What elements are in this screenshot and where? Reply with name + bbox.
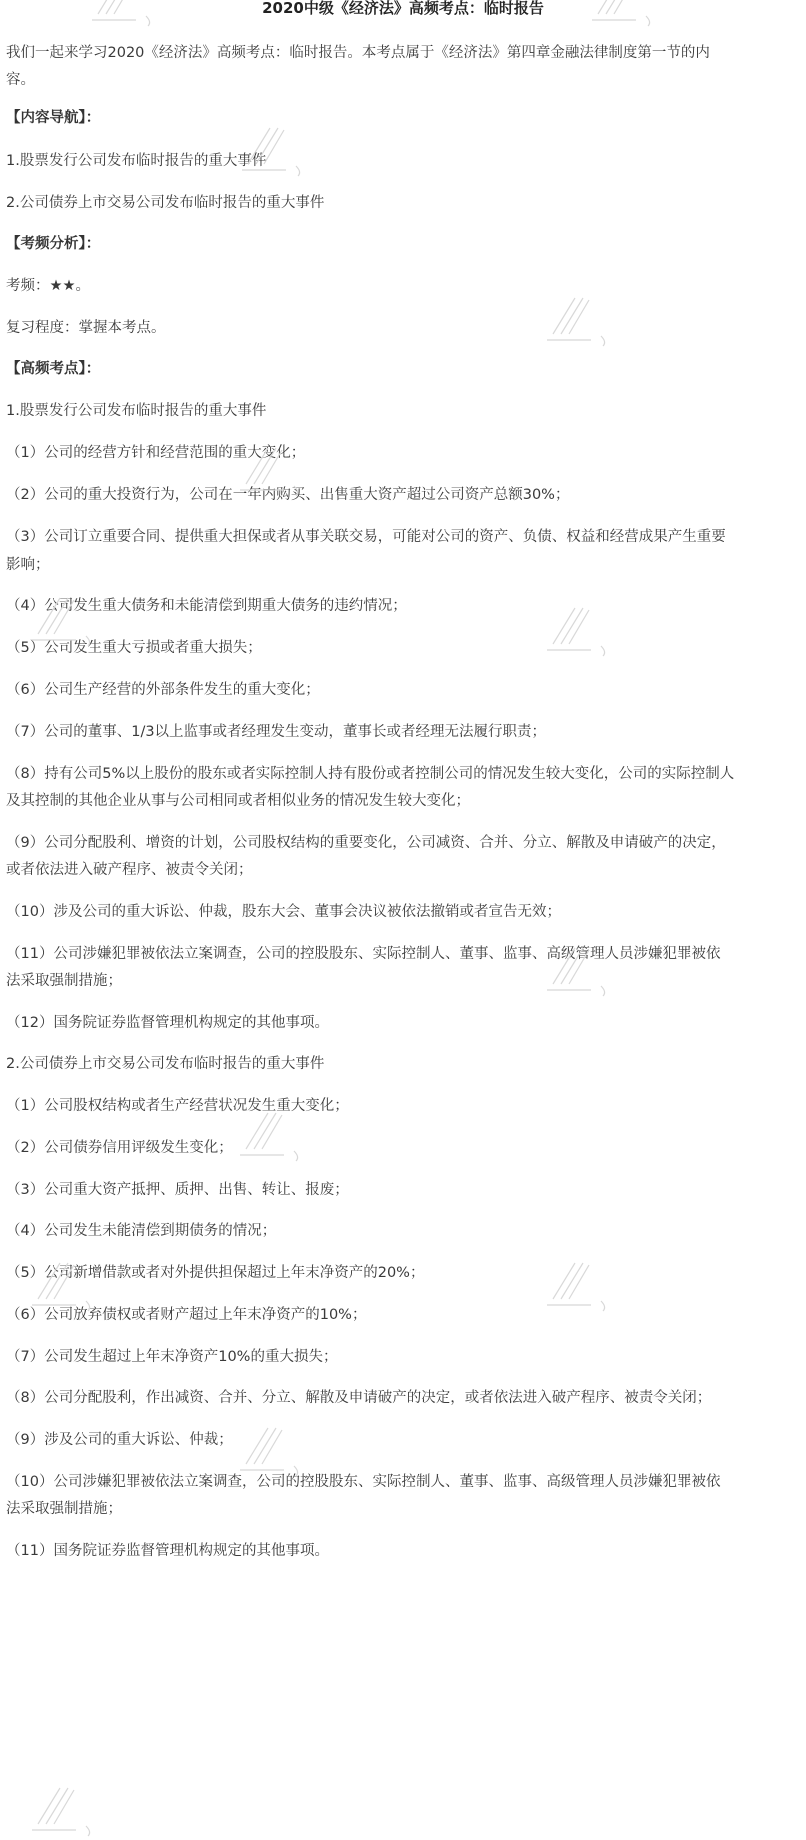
body-text-line: （12）国务院证券监督管理机构规定的其他事项。 (6, 1015, 329, 1031)
body-text-line: 或者依法进入破产程序、被责令关闭； (6, 862, 253, 878)
article-title: 2020中级《经济法》高频考点：临时报告 (262, 0, 544, 17)
body-text-line: 容。 (6, 72, 35, 88)
body-text-line: （5）公司发生重大亏损或者重大损失； (6, 640, 262, 656)
body-text-line: 我们一起来学习2020《经济法》高频考点：临时报告。本考点属于《经济法》第四章金融法律制度第一节的内 (6, 45, 710, 61)
body-text-line: （9）涉及公司的重大诉讼、仲裁； (6, 1432, 233, 1448)
body-text-line: （1）公司的经营方针和经营范围的重大变化； (6, 445, 306, 461)
body-text-line: （7）公司的董事、1/3以上监事或者经理发生变动，董事长或者经理无法履行职责； (6, 724, 547, 740)
section-heading: 【内容导航】： (6, 110, 101, 126)
body-text-line: （10）涉及公司的重大诉讼、仲裁，股东大会、董事会决议被依法撤销或者宣告无效； (6, 904, 561, 920)
section-heading: 【高频考点】： (6, 361, 101, 377)
body-text-line: （1）公司股权结构或者生产经营状况发生重大变化； (6, 1098, 349, 1114)
body-text-line: 法采取强制措施； (6, 973, 122, 989)
body-text-line: （4）公司发生未能清偿到期债务的情况； (6, 1223, 277, 1239)
body-text-line: （10）公司涉嫌犯罪被依法立案调查，公司的控股股东、实际控制人、董事、监事、高级管理人员涉嫌犯罪被依 (6, 1474, 721, 1490)
body-text-line: 复习程度：掌握本考点。 (6, 320, 166, 336)
body-text-line: 考频：★★。 (6, 278, 90, 294)
body-text-line: （6）公司生产经营的外部条件发生的重大变化； (6, 682, 320, 698)
body-text-line: 法采取强制措施； (6, 1501, 122, 1517)
watermark-icon (30, 1780, 100, 1840)
body-text-line: （8）公司分配股利，作出减资、合并、分立、解散及申请破产的决定，或者依法进入破产程序、被责令关闭； (6, 1390, 712, 1406)
body-text-line: （5）公司新增借款或者对外提供担保超过上年末净资产的20%； (6, 1265, 425, 1281)
body-text-line: （7）公司发生超过上年末净资产10%的重大损失； (6, 1349, 338, 1365)
body-text-line: （2）公司的重大投资行为，公司在一年内购买、出售重大资产超过公司资产总额30%； (6, 487, 570, 503)
body-text-line: （4）公司发生重大债务和未能清偿到期重大债务的违约情况； (6, 598, 407, 614)
body-text-line: （11）国务院证券监督管理机构规定的其他事项。 (6, 1543, 329, 1559)
body-text-line: 2.公司债券上市交易公司发布临时报告的重大事件 (6, 195, 325, 211)
body-text-line: 影响； (6, 557, 50, 573)
body-text-line: （3）公司订立重要合同、提供重大担保或者从事关联交易，可能对公司的资产、负债、权益和经营成果产生重要 (6, 529, 726, 545)
body-text-line: 1.股票发行公司发布临时报告的重大事件 (6, 403, 267, 419)
body-text-line: 1.股票发行公司发布临时报告的重大事件 (6, 153, 267, 169)
body-text-line: （2）公司债券信用评级发生变化； (6, 1140, 233, 1156)
section-heading: 【考频分析】： (6, 236, 101, 252)
body-text-line: （6）公司放弃债权或者财产超过上年末净资产的10%； (6, 1307, 367, 1323)
body-text-line: 及其控制的其他企业从事与公司相同或者相似业务的情况发生较大变化； (6, 793, 470, 809)
body-text-line: （11）公司涉嫌犯罪被依法立案调查，公司的控股股东、实际控制人、董事、监事、高级管理人员涉嫌犯罪被依 (6, 946, 721, 962)
body-text-line: （3）公司重大资产抵押、质押、出售、转让、报废； (6, 1182, 349, 1198)
body-text-line: （8）持有公司5%以上股份的股东或者实际控制人持有股份或者控制公司的情况发生较大变化，公司的实际控制人 (6, 766, 735, 782)
body-text-line: （9）公司分配股利、增资的计划，公司股权结构的重要变化，公司减资、合并、分立、解散及申请破产的决定， (6, 835, 726, 851)
body-text-line: 2.公司债券上市交易公司发布临时报告的重大事件 (6, 1056, 325, 1072)
